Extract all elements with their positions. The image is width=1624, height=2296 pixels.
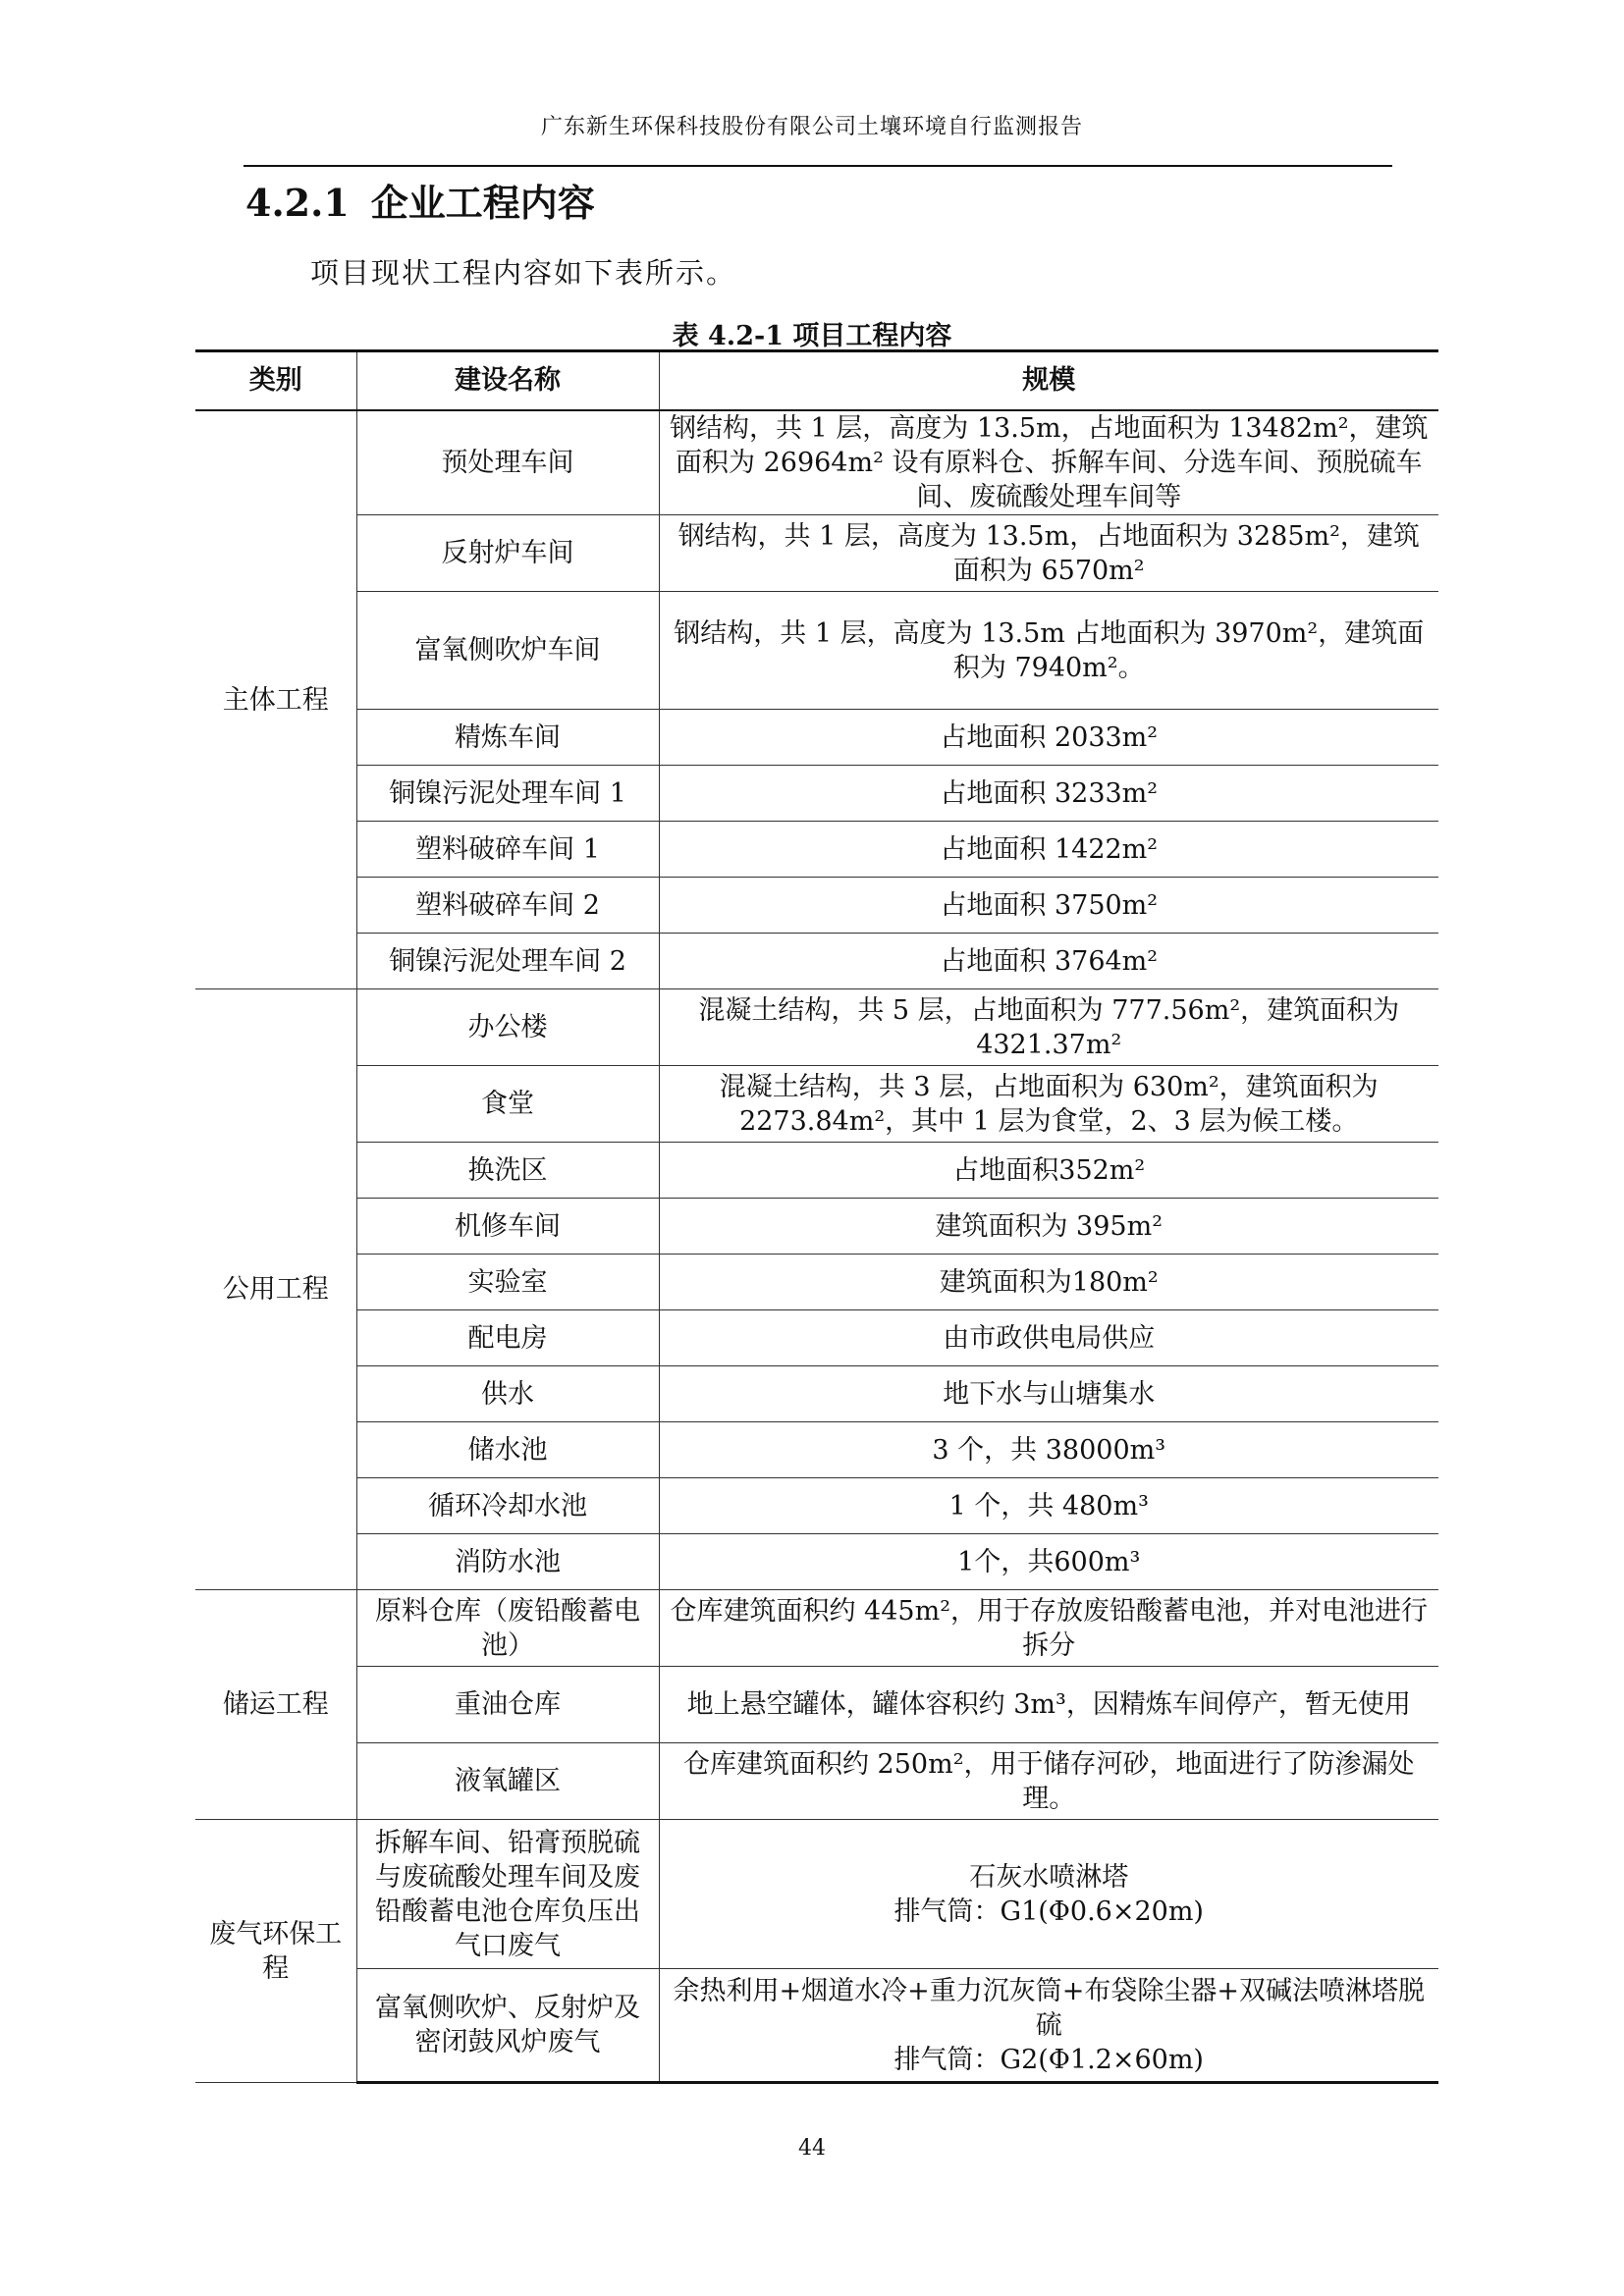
name-cell: 食堂: [356, 1066, 659, 1143]
scale-cell: 仓库建筑面积约 250m²，用于储存河砂，地面进行了防渗漏处理。: [659, 1743, 1438, 1820]
scale-cell: 1 个，共 480m³: [659, 1478, 1438, 1534]
name-cell: 换洗区: [356, 1143, 659, 1199]
scale-cell: 占地面积 2033m²: [659, 710, 1438, 766]
table-row: [195, 989, 1438, 1066]
scale-cell: 钢结构，共 1 层，高度为 13.5m，占地面积为 13482m²，建筑面积为 26964m² 设有原料仓、拆解车间、分选车间、预脱硫车间、废硫酸处理车间等: [659, 410, 1438, 515]
header-scale: 规模: [659, 351, 1438, 411]
table-row: [195, 1590, 1438, 1667]
name-cell: 铜镍污泥处理车间 1: [356, 766, 659, 822]
scale-cell: 占地面积 3750m²: [659, 878, 1438, 934]
treatment-process: 余热利用+烟道水冷+重力沉灰筒+布袋除尘器+双碱法喷淋塔脱硫: [673, 1975, 1425, 2041]
name-cell: 重油仓库: [356, 1667, 659, 1743]
section-number: 4.2.1: [245, 181, 350, 225]
table-row: [195, 878, 1438, 934]
scale-cell: [659, 1820, 1438, 1969]
table-row: [195, 515, 1438, 592]
table-row: [195, 410, 1438, 515]
table-row: [195, 592, 1438, 710]
intro-paragraph: 项目现状工程内容如下表所示。: [310, 256, 737, 290]
scale-cell: [659, 1969, 1438, 2083]
header-name: 建设名称: [356, 351, 659, 411]
engineering-table: [195, 349, 1438, 2084]
table-caption: 表 4.2-1 项目工程内容: [672, 321, 952, 351]
page-number: 44: [798, 2136, 826, 2161]
scale-cell: 由市政供电局供应: [659, 1310, 1438, 1366]
table-row: [195, 934, 1438, 989]
table-row: [195, 1422, 1438, 1478]
table-header-row: [195, 351, 1438, 411]
table-row: [195, 1199, 1438, 1255]
scale-cell: 占地面积352m²: [659, 1143, 1438, 1199]
scale-cell: 地上悬空罐体，罐体容积约 3m³，因精炼车间停产，暂无使用: [659, 1667, 1438, 1743]
name-cell: 拆解车间、铅膏预脱硫与废硫酸处理车间及废铅酸蓄电池仓库负压出气口废气: [356, 1820, 659, 1969]
section-title-text: 企业工程内容: [370, 181, 595, 225]
category-cell: 废气环保工程: [195, 1820, 356, 2083]
table-row: [195, 1366, 1438, 1422]
table-row: [195, 1969, 1438, 2083]
scale-cell: 仓库建筑面积约 445m²，用于存放废铅酸蓄电池，并对电池进行拆分: [659, 1590, 1438, 1667]
name-cell: 富氧侧吹炉、反射炉及密闭鼓风炉废气: [356, 1969, 659, 2083]
name-cell: 办公楼: [356, 989, 659, 1066]
scale-cell: 占地面积 3764m²: [659, 934, 1438, 989]
name-cell: 反射炉车间: [356, 515, 659, 592]
name-cell: 机修车间: [356, 1199, 659, 1255]
name-cell: 配电房: [356, 1310, 659, 1366]
name-cell: 实验室: [356, 1255, 659, 1310]
name-cell: 铜镍污泥处理车间 2: [356, 934, 659, 989]
scale-cell: 占地面积 3233m²: [659, 766, 1438, 822]
scale-cell: 钢结构，共 1 层，高度为 13.5m，占地面积为 3285m²，建筑面积为 6570m²: [659, 515, 1438, 592]
category-cell: 主体工程: [195, 410, 356, 989]
table-row: [195, 1534, 1438, 1590]
table-row: [195, 1310, 1438, 1366]
table-row: [195, 710, 1438, 766]
header-rule: [244, 165, 1392, 167]
name-cell: 循环冷却水池: [356, 1478, 659, 1534]
scale-cell: 占地面积 1422m²: [659, 822, 1438, 878]
scale-cell: 地下水与山塘集水: [659, 1366, 1438, 1422]
scale-cell: 混凝土结构，共 3 层，占地面积为 630m²，建筑面积为 2273.84m²，其中 1 层为食堂，2、3 层为候工楼。: [659, 1066, 1438, 1143]
name-cell: 消防水池: [356, 1534, 659, 1590]
name-cell: 塑料破碎车间 1: [356, 822, 659, 878]
scale-cell: 3 个，共 38000m³: [659, 1422, 1438, 1478]
stack-spec: 排气筒：G2(Φ1.2×60m): [893, 2044, 1204, 2075]
table-row: [195, 1478, 1438, 1534]
scale-cell: 建筑面积为 395m²: [659, 1199, 1438, 1255]
scale-cell: 钢结构，共 1 层，高度为 13.5m 占地面积为 3970m²，建筑面积为 7940m²。: [659, 592, 1438, 710]
table-row: [195, 1667, 1438, 1743]
table-row: [195, 1143, 1438, 1199]
table-row: [195, 766, 1438, 822]
name-cell: 原料仓库（废铅酸蓄电池）: [356, 1590, 659, 1667]
treatment-process: 石灰水喷淋塔: [969, 1861, 1129, 1893]
table-row: [195, 822, 1438, 878]
page-header: 广东新生环保科技股份有限公司土壤环境自行监测报告: [540, 115, 1083, 139]
category-cell: 公用工程: [195, 989, 356, 1590]
name-cell: 供水: [356, 1366, 659, 1422]
table-row: [195, 1820, 1438, 1969]
name-cell: 富氧侧吹炉车间: [356, 592, 659, 710]
name-cell: 精炼车间: [356, 710, 659, 766]
scale-cell: 建筑面积为180m²: [659, 1255, 1438, 1310]
table-row: [195, 1255, 1438, 1310]
name-cell: 液氧罐区: [356, 1743, 659, 1820]
table-row: [195, 1066, 1438, 1143]
header-category: 类别: [195, 351, 356, 411]
category-cell: 储运工程: [195, 1590, 356, 1820]
section-heading: [245, 173, 595, 227]
name-cell: 储水池: [356, 1422, 659, 1478]
stack-spec: 排气筒：G1(Φ0.6×20m): [893, 1896, 1204, 1927]
name-cell: 预处理车间: [356, 410, 659, 515]
scale-cell: 混凝土结构，共 5 层，占地面积为 777.56m²，建筑面积为 4321.37m²: [659, 989, 1438, 1066]
table-row: [195, 1743, 1438, 1820]
name-cell: 塑料破碎车间 2: [356, 878, 659, 934]
scale-cell: 1个，共600m³: [659, 1534, 1438, 1590]
